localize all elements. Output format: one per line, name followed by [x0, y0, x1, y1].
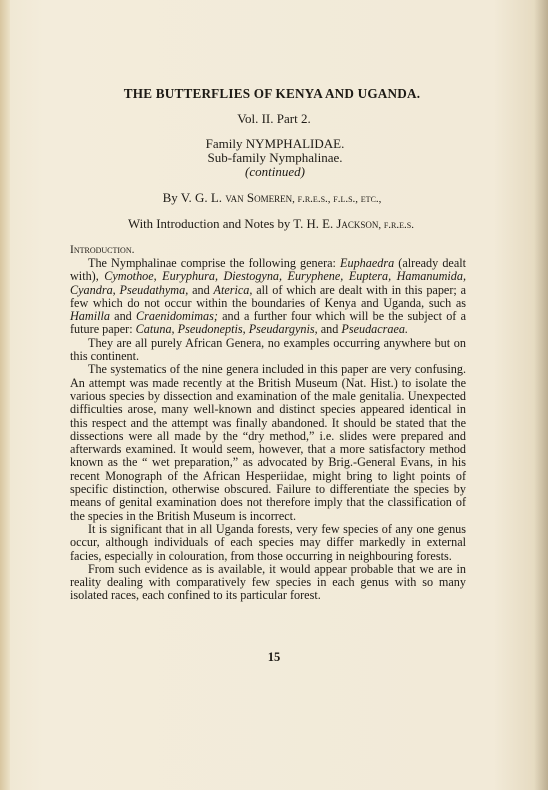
- author-line: [70, 190, 466, 206]
- subfamily-name: Sub-family Nymphalinae.: [207, 150, 343, 165]
- paragraph-conclusion: From such evidence as is available, it would appear probable that we are in reality dealing with comparatively few species in each genus with so many isolated races, each confined to its particular forest.: [70, 561, 466, 603]
- paragraph-uganda-forests: It is significant that in all Uganda forests, very few species of any one genus occur, although individuals of each species may differ markedly in external facies, especially in colouration, from those occurring in neighbouring forests.: [70, 521, 466, 563]
- volume-line: Vol. II. Part 2.: [237, 111, 311, 126]
- continued-note: (continued): [245, 164, 305, 179]
- paragraph-african-genera: They are all purely African Genera, no examples occurring anywhere but on this continent.: [70, 335, 466, 364]
- genus-name: Cymothoe, Euryphura, Diestogyna, Euryphene, Euptera, Hamanumida, Cyandra, Pseudathyma,: [70, 269, 466, 297]
- section-heading: Introduction.: [70, 244, 135, 256]
- family-block: [70, 137, 466, 179]
- page-edge-shadow: [534, 0, 548, 790]
- genus-name: Craenidomimas;: [135, 309, 218, 324]
- introduction-credit: [70, 217, 466, 232]
- page-number: 15: [267, 650, 281, 664]
- intro-author-name: Jackson: [336, 217, 379, 231]
- genus-name: Catuna, Pseudoneptis, Pseudargynis,: [135, 322, 318, 337]
- article-body: [70, 257, 466, 603]
- intro-prefix: With Introduction and Notes by T. H. E.: [128, 217, 334, 231]
- author-credentials: , f.r.e.s., f.l.s., etc.,: [292, 193, 382, 205]
- paragraph-systematics: The systematics of the nine genera included in this paper are very confusing. An attempt was made recently at the British Museum (Nat. Hist.) to isolate the various species by dissection and examination of the male genitalia. Unexpected difficulties arose, many well-known and distinct species appeared identical in this respect and the attempt was finally abandoned. It should be stated that the dissections were all made by the “dry method,” i.e. slides were prepared and afterwards examined. It would seem, however, that a more satisfactory method known as the “ wet preparation,” as advocated by Brig.-General Evans, in his recent Monograph of the African Hesperiidae, might bring to light points of specific distinction, otherwise obscured. Failure to differentiate the species by means of genital examination does not therefore imply that the classification of the species in the British Museum is incorrect.: [70, 362, 466, 523]
- page-binding: [0, 0, 10, 790]
- family-name: Family NYMPHALIDAE.: [205, 136, 345, 151]
- intro-credentials: , f.r.e.s.: [378, 219, 414, 231]
- article-content: [70, 86, 466, 603]
- paragraph-genera: The Nymphalinae comprise the following genera: Euphaedra (already dealt with), Cymothoe, Euryphura, Diestogyna, Euryphene, Euptera, Hamanumida, Cyandra, Pseudathyma, and Aterica, all of which are dealt with in this paper; a few which do not occur within the boundaries of Kenya and Uganda, such as Hamilla and Craenidomimas; and a further four which will be the subject of a future paper: Catuna, Pseudoneptis, Pseudargynis, and Pseudacraea.: [70, 256, 467, 337]
- genus-name: Hamilla: [70, 309, 110, 324]
- author-prefix: By V. G. L.: [162, 190, 223, 205]
- author-name: van Someren: [225, 190, 293, 205]
- genus-name: Aterica,: [213, 282, 253, 297]
- genus-name: Pseudacraea.: [341, 322, 409, 337]
- genus-name: Euphaedra: [340, 256, 395, 270]
- article-title: THE BUTTERFLIES OF KENYA AND UGANDA.: [123, 86, 421, 101]
